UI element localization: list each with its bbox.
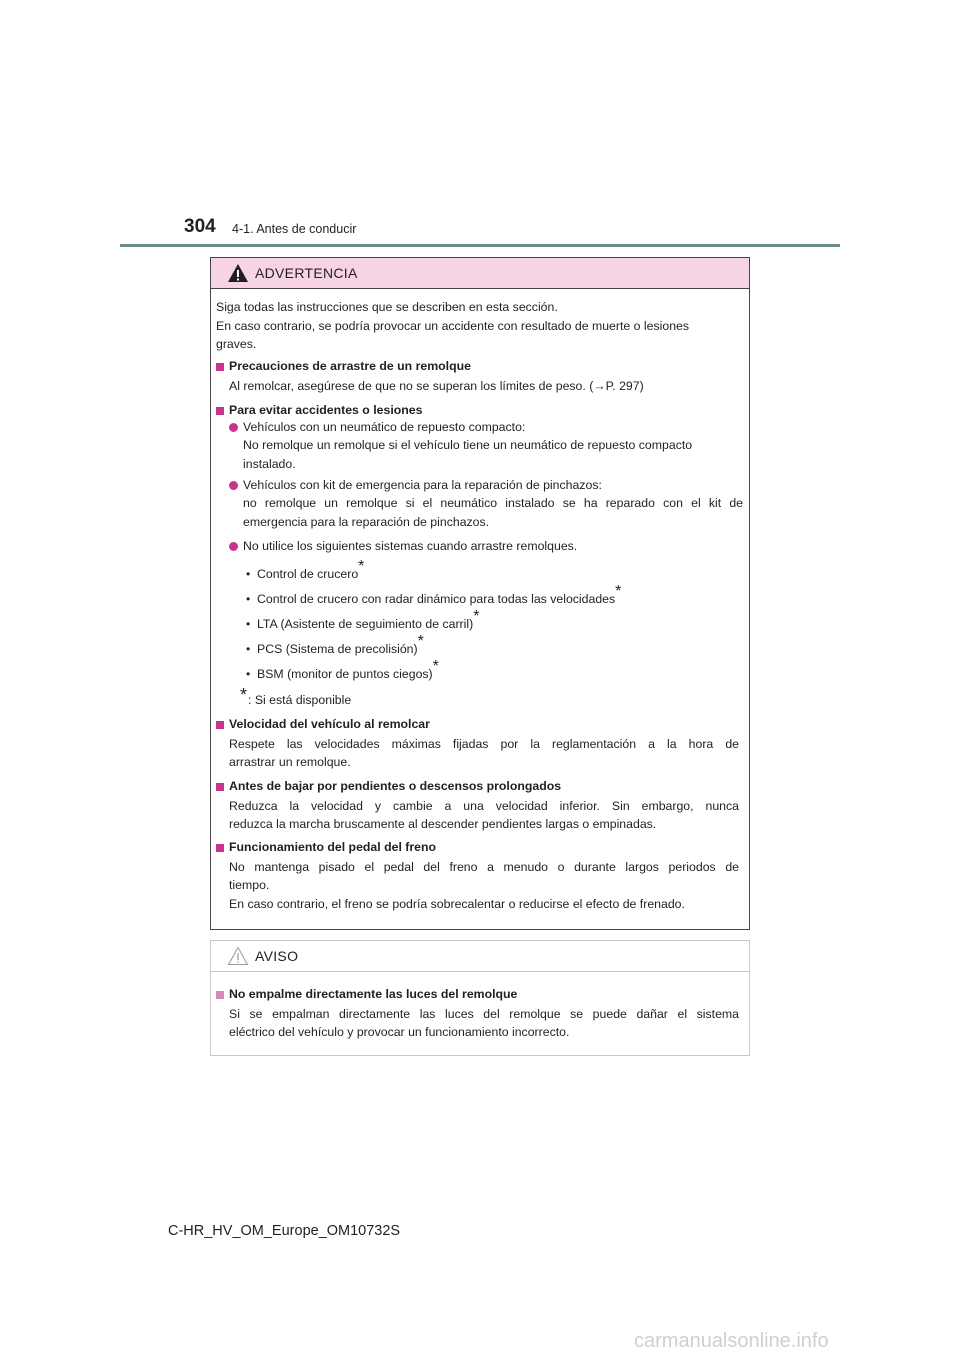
paragraph: eléctrico del vehículo y provocar un funcionamiento incorrecto. [229,1025,570,1039]
section-marker [216,407,224,415]
section-marker [216,721,224,729]
system-item: Control de crucero* [257,557,365,581]
paragraph: Al remolcar, asegúrese de que no se superan los límites de peso. (→P. 297) [229,379,644,393]
list-item: emergencia para la reparación de pinchazos. [243,515,490,529]
system-item: PCS (Sistema de precolisión)* [257,632,424,656]
caution-header [211,941,749,972]
paragraph: reduzca la marcha bruscamente al descender pendientes largas o empinadas. [229,817,657,831]
warning-intro: graves. [216,337,257,351]
heading-avoid-accidents: Para evitar accidentes o lesiones [229,403,423,417]
heading-towing-precautions: Precauciones de arrastre de un remolque [229,359,471,373]
paragraph: arrastrar un remolque. [229,755,351,769]
paragraph: En caso contrario, el freno se podría sobrecalentar o reducirse el efecto de frenado. [229,897,685,911]
footnote: : Si está disponible [248,693,352,707]
bullet-dot [229,542,238,551]
list-item: no remolque un remolque si el neumático instalado se ha reparado con el kit de [243,496,743,510]
list-item: Vehículos con un neumático de repuesto compacto: [243,420,526,434]
warning-header [211,258,749,289]
bullet-dot [229,481,238,490]
paragraph: Reduzca la velocidad y cambie a una velocidad inferior. Sin embargo, nunca [229,799,739,813]
page-number: 304 [184,216,216,237]
paragraph: No mantenga pisado el pedal del freno a menudo o durante largos periodos de [229,860,739,874]
system-item: Control de crucero con radar dinámico para todas las velocidades* [257,582,622,606]
section-marker [216,844,224,852]
paragraph: Respete las velocidades máximas fijadas por la reglamentación a la hora de [229,737,739,751]
paragraph: tiempo. [229,878,270,892]
watermark: carmanualsonline.info [634,1330,829,1352]
warning-title: ADVERTENCIA [255,265,358,281]
list-item: Vehículos con kit de emergencia para la reparación de pinchazos: [243,478,602,492]
section-marker [216,783,224,791]
bullet-dot [229,423,238,432]
paragraph: Si se empalman directamente las luces del remolque se puede dañar el sistema [229,1007,739,1021]
heading-trailer-lights: No empalme directamente las luces del remolque [229,987,518,1001]
warning-intro: En caso contrario, se podría provocar un accidente con resultado de muerte o lesiones [216,319,690,333]
section-marker [216,363,224,371]
heading-brake-pedal: Funcionamiento del pedal del freno [229,840,437,854]
caution-box [210,940,750,1056]
section-title: 4-1. Antes de conducir [232,222,357,236]
warning-intro: Siga todas las instrucciones que se describen en esta sección. [216,300,558,314]
list-item: No remolque un remolque si el vehículo tiene un neumático de repuesto compacto [243,438,693,452]
list-item: instalado. [243,457,296,471]
warning-triangle-icon [227,263,249,283]
caution-title: AVISO [255,948,299,964]
list-item: No utilice los siguientes sistemas cuando arrastre remolques. [243,539,578,553]
caution-triangle-icon [227,946,249,966]
header-divider [120,244,840,247]
heading-descending-slopes: Antes de bajar por pendientes o descensos prolongados [229,779,562,793]
system-item: LTA (Asistente de seguimiento de carril)* [257,607,480,631]
warning-box: ADVERTENCIA Siga todas las instrucciones que se describen en esta sección. En caso contrario, se podría provocar un accidente con resultado de muerte o lesiones graves. Precauciones de arrastre de un remolque Al remolcar, asegúrese de que no se superan los límites de peso. (→P. 297) Para evitar accidentes o lesiones Vehículos con un neumático de repuesto compacto: No remolque un remolque si el vehículo tiene un neumático de repuesto compacto instalado. Vehículos con kit de emergencia para la reparación de pinchazos: no remolque un remolque si el neumático instalado se ha reparado con el kit de emergencia para la reparación de pinchazos. No utilice los siguientes sistemas cuando arrastre remolques. • Control de crucero* • Control de crucero con radar dinámico para todas las velocidades* • LTA (Asistente de seguimiento de carril)* • PCS (Sistema de precolisión)* • BSM (monitor de puntos ciegos)* * : Si está disponible Velocidad del vehículo al remolcar Respete las velocidades máximas fijadas por la reglamentación a la hora de arrastrar un remolque. Antes de bajar por pendientes o descensos prolongados Reduzca la velocidad y cambie a una velocidad inferior. Sin embargo, nunca reduzca la marcha bruscamente al descender pendientes largas o empinadas. Funcionamiento del pedal del freno No mantenga pisado el pedal del freno a menudo o durante largos periodos de tiempo. En caso contrario, el freno se podría sobrecalentar o reducirse el efecto de frenado. [210,257,750,930]
heading-towing-speed: Velocidad del vehículo al remolcar [229,717,430,731]
section-marker [216,991,224,999]
footnote-asterisk: * [240,685,248,705]
system-item: BSM (monitor de puntos ciegos)* [257,657,439,681]
document-id: C-HR_HV_OM_Europe_OM10732S [168,1223,401,1239]
